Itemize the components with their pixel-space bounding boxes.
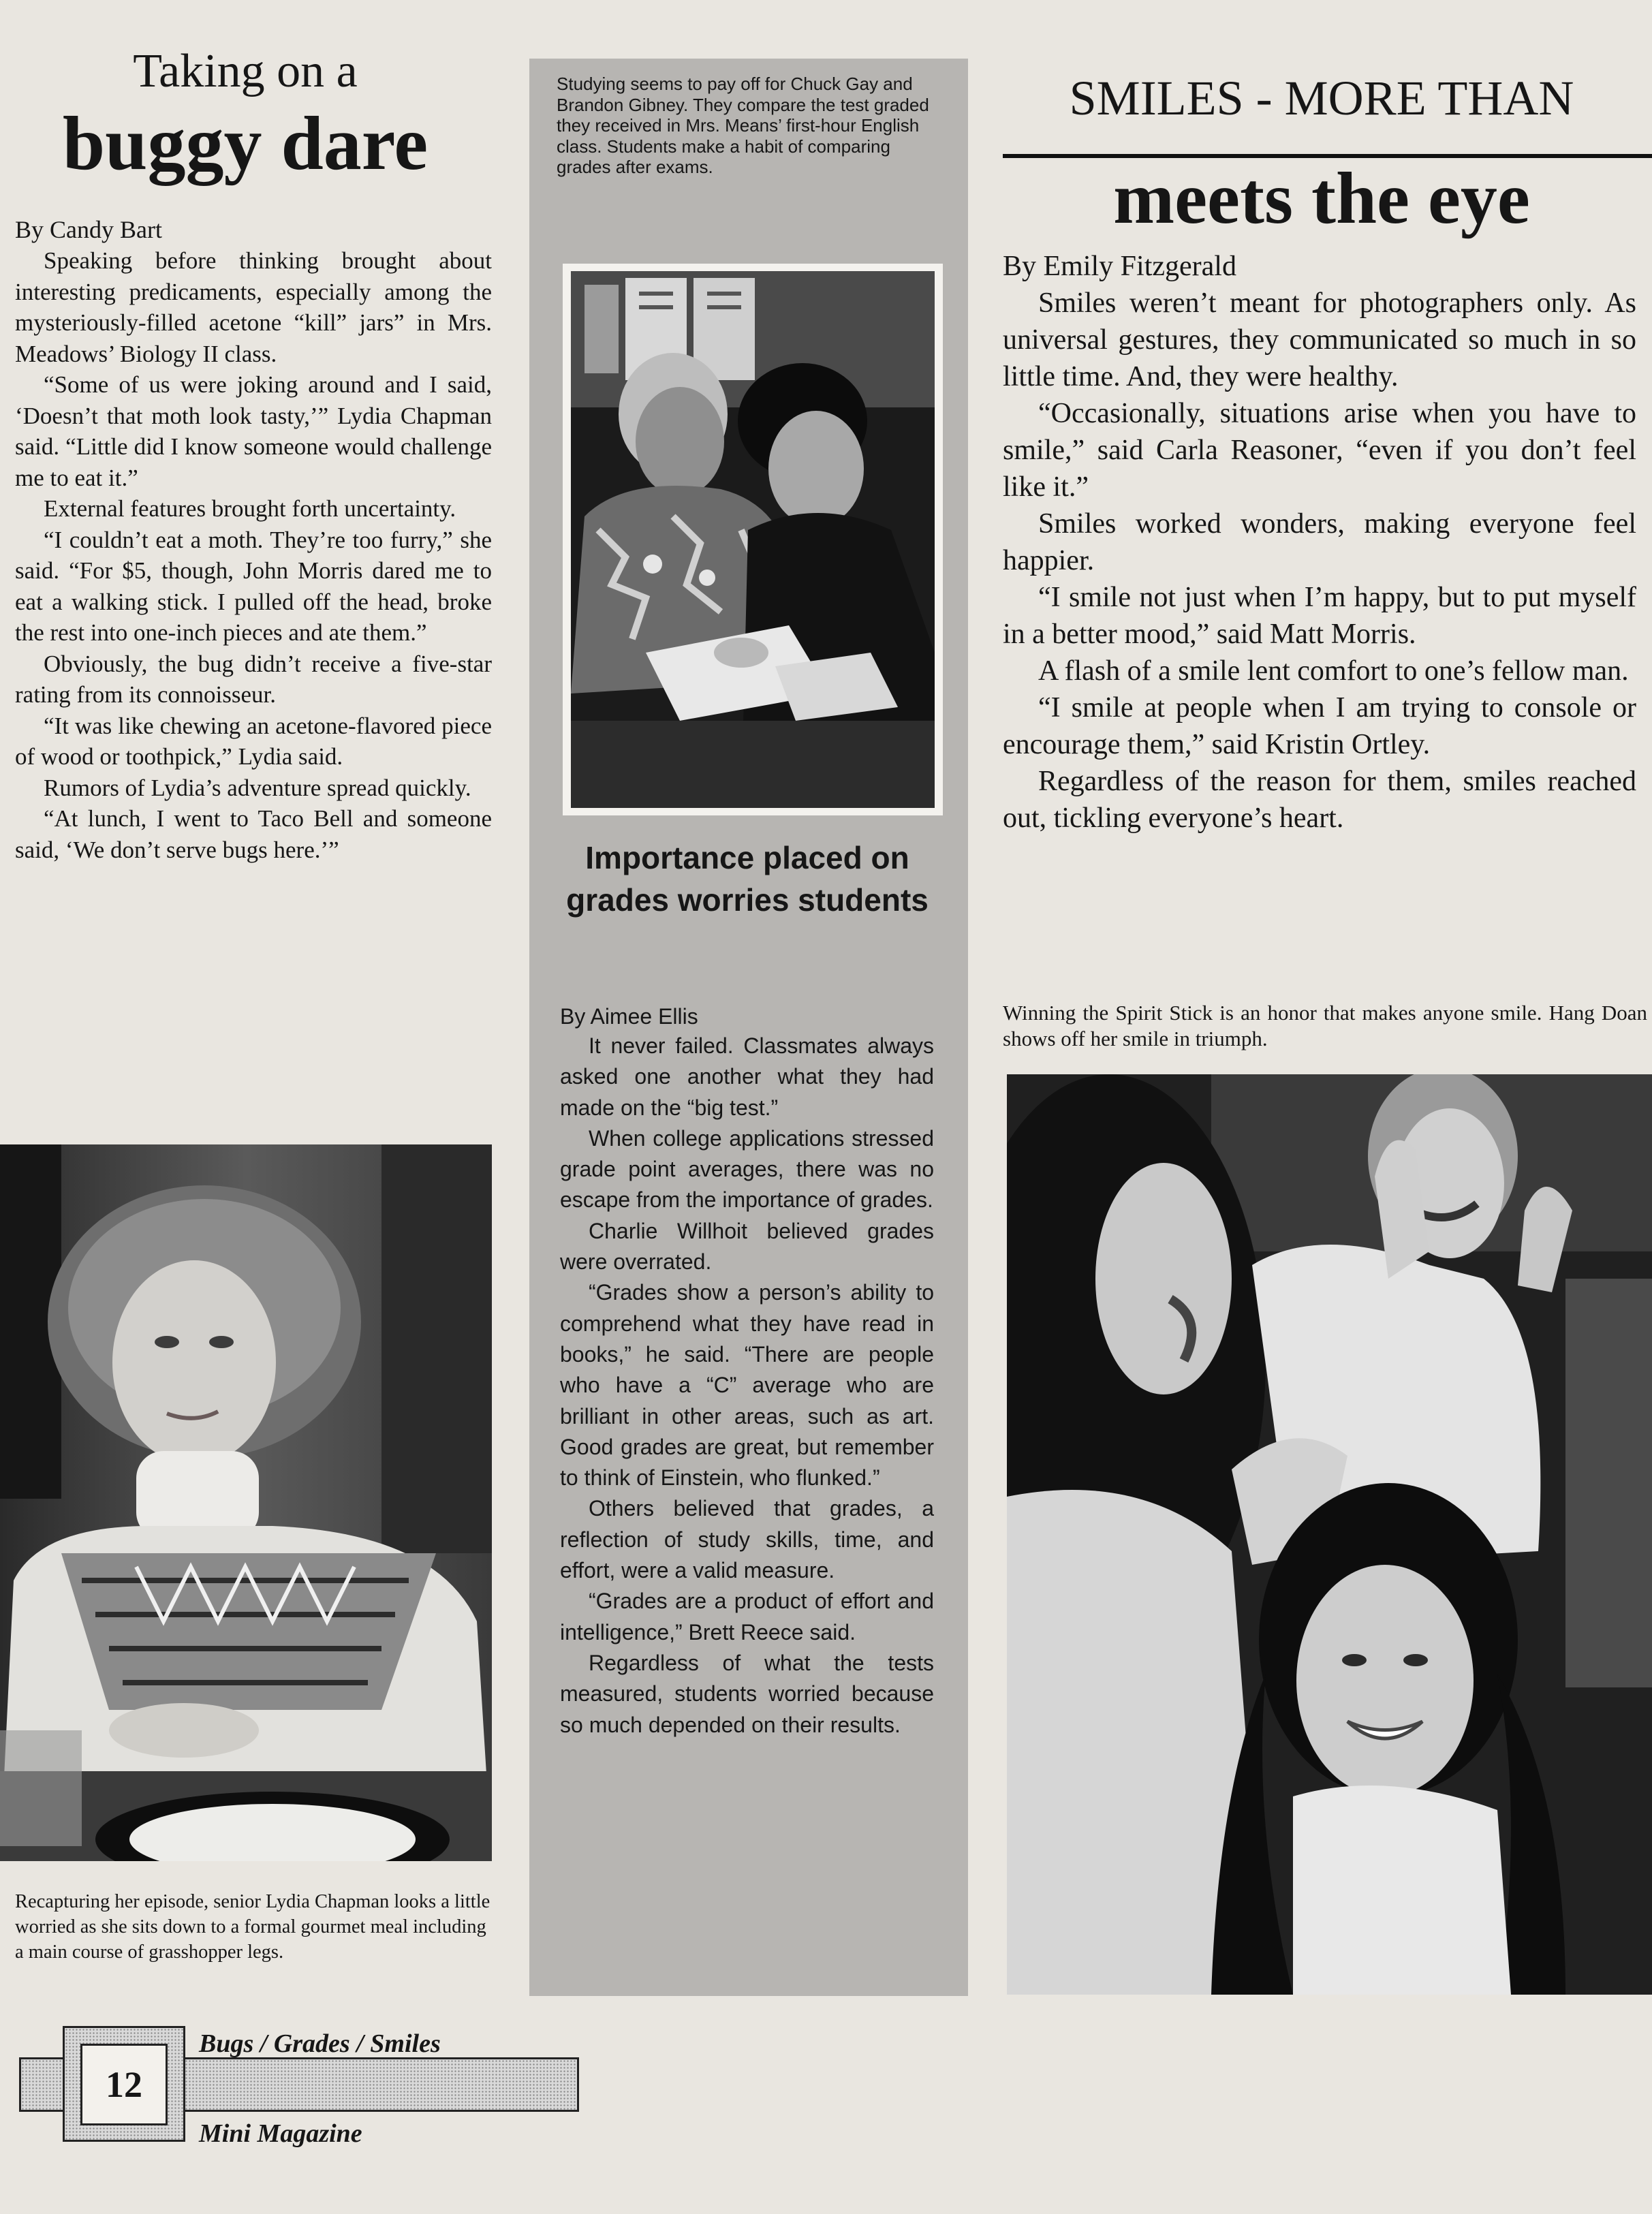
grades-paragraph: Regardless of what the tests measured, students worried because so much depended on their results. [560,1650,934,1737]
bug-paragraph: “It was like chewing an acetone-flavored piece of wood or toothpick,” Lydia said. [15,712,492,770]
bug-headline: buggy dare [62,102,428,186]
bug-paragraph: “At lunch, I went to Taco Bell and someone said, ‘We don’t serve bugs here.’” [15,805,492,863]
spirit-stick-caption: Winning the Spirit Stick is an honor that makes anyone smile. Hang Doan shows off her smile in triumph. [1003,1001,1647,1050]
smiles-headline: meets the eye [1113,158,1530,239]
lydia-photo-caption: Recapturing her episode, senior Lydia Chapman looks a little worried as she sits down to a formal gourmet meal including a main course of grasshopper legs. [15,1891,490,1963]
smiles-paragraph: Regardless of the reason for them, smiles reached out, tickling everyone’s heart. [1003,766,1636,834]
spirit-stick-photo [1007,1074,1652,1995]
bug-headline-top: Taking on a [133,45,358,97]
grades-article-body [560,1031,934,1741]
page-folio [0,2016,613,2214]
bug-paragraph: Speaking before thinking brought about interesting predicaments, especially among the mysteriously-filled acetone “kill” jars” in Mrs. Meadows’ Biology II class. [15,247,492,367]
study-photo [571,271,935,808]
bug-paragraph: “Some of us were joking around and I said, ‘Doesn’t that moth look tasty,’” Lydia Chapman said. “Little did I know someone would challenge me to eat it.” [15,371,492,491]
smiles-paragraph: A flash of a smile lent comfort to one’s fellow man. [1038,655,1629,687]
grades-paragraph: It never failed. Classmates always asked one another what they had made on the “big test.” [560,1033,934,1120]
grades-headline: Importance placed on grades worries students [566,840,929,918]
grades-paragraph: “Grades are a product of effort and intelligence,” Brett Reece said. [560,1589,934,1644]
bug-paragraph: Rumors of Lydia’s adventure spread quickly. [44,774,471,801]
smiles-kicker: SMILES - MORE THAN [1069,71,1574,125]
study-photo-caption: Studying seems to pay off for Chuck Gay and Brandon Gibney. They compare the test graded they received in Mrs. Means’ first-hour English class. Students make a habit of comparing grades after exams. [557,74,929,177]
page-number: 12 [106,2064,142,2105]
bug-paragraph: External features brought forth uncertainty. [44,495,456,522]
bug-article-body [15,245,492,865]
folio-publication: Mini Magazine [199,2119,362,2148]
smiles-byline: By Emily Fitzgerald [1003,251,1236,282]
smiles-paragraph: Smiles weren’t meant for photographers only. As universal gestures, they communicated so much in so little time. And, they were healthy. [1003,287,1636,392]
bug-paragraph: “I couldn’t eat a moth. They’re too furry,” she said. “For $5, though, John Morris dared me to eat a walking stick. I pulled off the head, broke the rest into one-inch pieces and ate them.” [15,526,492,646]
smiles-article-body [1003,285,1636,837]
smiles-paragraph: “Occasionally, situations arise when you have to smile,” said Carla Reasoner, “even if you don’t feel like it.” [1003,398,1636,503]
smiles-paragraph: “I smile at people when I am trying to console or encourage them,” said Kristin Ortley. [1003,692,1636,760]
bug-paragraph: Obviously, the bug didn’t receive a five-star rating from its connoisseur. [15,650,492,708]
lydia-chapman-photo [0,1144,492,1861]
folio-section-title: Bugs / Grades / Smiles [199,2029,441,2058]
bug-byline: By Candy Bart [15,216,162,243]
smiles-paragraph: “I smile not just when I’m happy, but to put myself in a better mood,” said Matt Morris. [1003,582,1636,650]
grades-paragraph: “Grades show a person’s ability to comprehend what they have read in books,” he said. “There are people who have a “C” average who are brilliant in other areas, such as art. Good grades are great, but remember to think of Einstein, who flunked.” [560,1280,934,1491]
grades-paragraph: Charlie Willhoit believed grades were overrated. [560,1218,934,1275]
smiles-paragraph: Smiles worked wonders, making everyone feel happier. [1003,508,1636,576]
grades-byline: By Aimee Ellis [560,1004,698,1029]
grades-paragraph: When college applications stressed grade point averages, there was no escape from the importance of grades. [560,1125,934,1213]
grades-paragraph: Others believed that grades, a reflection of study skills, time, and effort, were a valid measure. [560,1496,934,1583]
